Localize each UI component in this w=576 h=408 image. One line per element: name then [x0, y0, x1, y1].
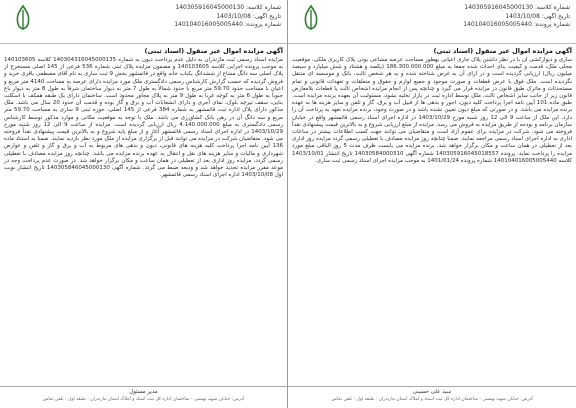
left-footer-address: آدرس: خیابان شهید بهشتی - ساختمان اداره کل ثبت اسناد و املاک استان مازندران - طبقه اول - تلفن تماس: [42, 397, 245, 402]
number-value: 140305916045000130: [175, 4, 245, 11]
ref-value: 140104016005005440: [174, 21, 243, 28]
left-body-text: مزایده اسناد رسمی ثبت مازندران به دلیل عدم پرداخت دیون به شماره 140304316045000135 کلاسه 140103605 به موجب پرونده اجرایی کلاسه 140103605 و مضمون مزایده پلاک ثبتی شماره 536 فرعی از 145 اصلی مستخرج از پلاک اصلی سه دانگ مشاع از ششدانگ یکباب خانه واقع در قائمشهر بخش 9 ثبت ساری به نام آقای مصطفی باقری خرید و فروش گردیده که حسب گزارش کارشناس رسمی دادگستری ملک مورد مزایده دارای عرصه به مساحت 4140 متر مربع و اعیان با مساحت حدود 59.70 متر مربع با حدود شمالاً به طول 7 متر به دیوار ساختمان شرقاً به طول 8 متر به دیوار باغ جنوباً به طول 6 متر به کوچه غربا به طول 9 متر به پلاک مجاور محدود است. ساختمان دارای یک طبقه همکف با اسکلت بنایی، سقف تیرچه بلوک، نمای آجری و دارای انشعابات آب و برق و گاز بوده و قدمت آن حدود 20 سال می باشد. ملک مذکور دارای پلاک اداره ثبت قائمشهر به شماره 384 فرعی از 145 اصلی، حوزه ثبتی 9 ساری به مساحت 59.70 متر مربع و سه دانگ آن در رهن بانک کشاورزی می باشد. ملک با توجه به موقعیت مکانی و موارد مذکور توسط کارشناس رسمی دادگستری به مبلغ 4.140.000.000 ریال ارزیابی گردیده است. مزایده از ساعت 9 الی 12 روز شنبه مورخ 1403/10/29 در اداره اجرای اسناد رسمی قائمشهر آغاز و از مبلغ پایه شروع و به بالاترین قیمت پیشنهادی نقداً فروخته می شود. متقاضیان شرکت در مزایده می توانند قبل از برگزاری مزایده از ملک مورد نظر بازدید نمایند. ضمنا به استناد ماده 136 آیین نامه اجرا پرداخت کلیه هزینه های قانونی، دیون و بدهی های مربوط به آب و برق و گاز و تلفن و عوارض شهرداری و مالیات و سایر هزینه های نقل و انتقال به عهده برنده مزایده می باشد. چنانچه روز مزایده مصادف با تعطیلی رسمی گردد، مزایده روز اداری بعد از تعطیلی در همان ساعت و مکان برگزار خواهد شد. در صورت عدم پرداخت وجه در موعد مقرر مزایده تجدید خواهد شد و ودیعه ضبط می گردد. شماره آگهی 140305846045000130 تاریخ انتشار نوبت اول 1403/10/08 اداره اجرای اسناد رسمی قائمشهر.: [4, 57, 284, 179]
date-label: تاریخ اگهی:: [252, 12, 281, 20]
ref-label: شماره پرونده:: [244, 21, 281, 28]
number-label: شماره کلاسه:: [246, 4, 281, 11]
left-signature: مدیر مسئول: [129, 389, 158, 395]
right-footer: [288, 386, 576, 408]
ref-value: 140104016005005440: [463, 21, 532, 28]
left-column: [0, 0, 287, 408]
emblem-icon: [300, 4, 322, 34]
right-column: [287, 0, 576, 408]
date-label: تاریخ اگهی:: [541, 12, 570, 20]
right-footer-address: آدرس: خیابان شهید بهشتی - ساختمان اداره کل ثبت اسناد و املاک استان مازندران - طبقه اول - تلفن تماس: [331, 397, 533, 402]
left-meta: [174, 4, 281, 30]
number-value: 140305916045000130: [464, 4, 534, 11]
right-body-text: ساری و دیوارکشی آن با در نظر داشتن پلاک جاری اعیانی بهطور مساحت عرصه مشاعی بودن پلاک کاربری ملکی، موقعیت محلی ملک، قدمت و کیفیت بنای احداث شده جمعا به مبلغ 186.300.000.000 (یکصد و هشتاد و شش میلیارد و سیصد میلیون ریال) ارزیابی گردیده است و در ازای آن به غرض شناخته شده و به هر شخص ثالث، بانک و موسسه ای منتقل نگردیده است. ملک فوق با عرض قطعات و صورت موجود و جمیع لوازم و حقوق و متعلقات و تعهدات قانونی و تمام مستحدثات و ماترک طبق قانون در مزایده قرار می گیرد و چنانچه پس از انجام مزایده اشخاص ثالث یا قطعات بلامعارض قانون زیر از جانب سایر اشخاص ثالث، ملک توسط اداره ثبت در بازار تخلیه نشود، مسئولیت آن بعهده برنده مزایده است. طبق ماده 101 آیین نامه اجرا پرداخت کلیه دیون، اجور و بدهی ها از قبیل آب و برق، گاز و تلفن و سایر هزینه ها به عهده برنده مزایده می باشد. و در صورتی که مبلغ دیون تعیین نشده باشد و در صورت وجود، برنده مزایده تعهد به پرداخت آن را دارد. این ملک از ساعت 9 الی 12 روز شنبه مورخ 1403/10/29 در اداره اجرای اسناد رسمی قائمشهر واقع در خیابان سازمان برنامه و بودجه از طریق مزایده به فروش می رسد. مزایده از مبلغ ارزیابی شروع و به بالاترین قیمت پیشنهادی نقداً فروخته می شود. شرکت در مزایده برای عموم آزاد است و متقاضیان می توانند جهت کسب اطلاعات بیشتر در ساعات اداری به اداره اجرای اسناد رسمی مراجعه نمایند. ضمنا چنانچه روز مزایده مصادف با تعطیلی رسمی گردد مزایده روز اداری بعد از تعطیلی در همان ساعت و مکان برگزار خواهد شد. برنده مزایده می بایست ظرف مدت 5 روز الباقی مبلغ مورد مزایده را پرداخت نماید. پرونده 140305916045018557 شماره آگهی 14030584000310 تاریخ انتشار 1403/10/01 کلاسه 140104016005005440 شماره پرونده 1401/01/24 به موجب مزایده اجرای اسناد رسمی ثبت ساری.: [292, 57, 572, 164]
date-value: 1403/10/08: [505, 12, 540, 20]
right-title: آگهی مزایده اموال غیر منقول (اسناد ثبتی): [433, 47, 572, 55]
right-header: [288, 0, 576, 44]
right-signature: سید علی حسینی: [412, 389, 452, 395]
emblem-icon: [12, 4, 34, 34]
date-value: 1403/10/08: [216, 12, 251, 20]
ref-label: شماره پرونده:: [533, 21, 570, 28]
left-footer: [0, 386, 287, 408]
number-label: شماره کلاسه:: [535, 4, 570, 11]
right-meta: [463, 4, 570, 30]
left-header: [0, 0, 287, 44]
left-title: آگهی مزایده اموال غیر منقول (اسناد ثبتی): [144, 47, 283, 55]
